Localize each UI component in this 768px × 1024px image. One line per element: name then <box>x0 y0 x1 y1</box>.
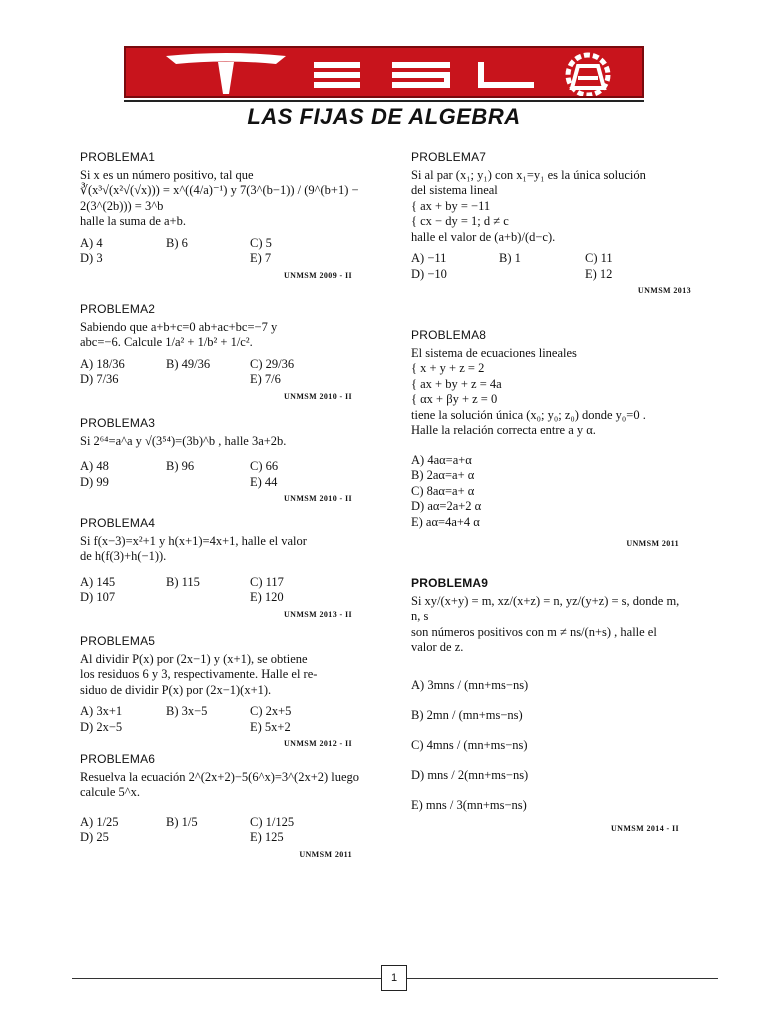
problem-heading: PROBLEMA4 <box>80 516 156 530</box>
option: D) 99 <box>80 474 109 489</box>
option: C) 66 <box>250 459 279 473</box>
option: A) 18/36 <box>80 356 125 371</box>
option: E) 120 <box>250 590 284 604</box>
option <box>166 590 250 606</box>
tesla-logo-banner <box>124 46 644 98</box>
option: D) 107 <box>80 590 116 604</box>
page-number: 1 <box>381 965 407 991</box>
source-label: UNMSM 2010 - II <box>284 391 352 401</box>
answer-options <box>80 459 370 490</box>
option: E) mns / 3(mn+ms−ns) <box>411 797 527 812</box>
answer-options <box>411 453 691 531</box>
source-label: UNMSM 2013 - II <box>284 609 352 619</box>
problem-heading: PROBLEMA5 <box>80 634 156 648</box>
option: B) 3x−5 <box>166 704 208 718</box>
option: E) aα=4a+4 α <box>411 514 480 529</box>
option: E) 5x+2 <box>250 719 291 734</box>
problem-heading: PROBLEMA1 <box>80 150 156 164</box>
option: E) 12 <box>585 266 613 281</box>
option: A) 4aα=a+α <box>411 452 472 467</box>
source-label: UNMSM 2014 - II <box>611 823 679 833</box>
page-title: LAS FIJAS DE ALGEBRA <box>247 104 521 129</box>
answer-options <box>411 670 691 820</box>
option: B) 1/5 <box>166 814 198 829</box>
option: D) mns / 2(mn+ms−ns) <box>411 767 529 782</box>
option: B) 6 <box>166 235 188 250</box>
answer-options <box>80 357 370 388</box>
option: D) 3 <box>80 251 103 265</box>
problem-7 <box>411 150 691 299</box>
problem-6 <box>80 752 370 862</box>
option: C) 2x+5 <box>250 704 292 718</box>
option <box>166 251 250 267</box>
option <box>499 267 585 283</box>
problem-heading: PROBLEMA3 <box>80 416 156 430</box>
answer-options <box>411 251 691 282</box>
problem-statement: Si f(x−3)=x²+1 y h(x+1)=4x+1, halle el valor de h(f(3)+h(−1)). <box>80 533 307 563</box>
problem-statement: Si x es un número positivo, tal que ∛(x³√(x²√(√x))) = x^((4/a)⁻¹) y 7(3^(b−1)) / (9^(b+1) − 2(3^(2b))) = 3^b halle la suma de a+b. <box>80 167 359 228</box>
option: B) 2aα=a+ α <box>411 468 475 482</box>
answer-options <box>80 704 370 735</box>
problem-9 <box>411 576 691 836</box>
problem-heading: PROBLEMA8 <box>411 328 487 342</box>
source-label: UNMSM 2013 <box>637 286 691 295</box>
option: E) 44 <box>250 474 278 489</box>
option: D) 7/36 <box>80 372 119 386</box>
problem-statement: El sistema de ecuaciones lineales { x + y + z = 2 { ax + by + z = 4a { αx + βy + z = 0 tiene la solución única (x₀; y₀; z₀) donde y₀=0 . Halle la relación correcta entre a y α. <box>411 345 646 437</box>
tesla-logo-icon <box>126 48 644 98</box>
problem-3 <box>80 416 370 507</box>
option: E) 125 <box>250 830 284 844</box>
problem-1 <box>80 150 370 283</box>
problem-heading: PROBLEMA2 <box>80 302 156 316</box>
option: E) 7 <box>250 251 272 265</box>
option <box>166 475 250 491</box>
problem-heading: PROBLEMA9 <box>411 576 489 590</box>
problem-heading: PROBLEMA7 <box>411 150 487 164</box>
option: A) 3x+1 <box>80 704 123 718</box>
option: D) aα=2a+2 α <box>411 499 482 513</box>
option: A) 48 <box>80 459 109 473</box>
source-label: UNMSM 2011 <box>626 539 679 548</box>
source-label: UNMSM 2012 - II <box>284 739 352 748</box>
problem-statement: Si 2⁶⁴=a^a y √(3⁵⁴)=(3b)^b , halle 3a+2b. <box>80 433 287 448</box>
option <box>166 720 250 736</box>
problem-statement: Si xy/(x+y) = m, xz/(x+z) = n, yz/(y+z) = s, donde m, n, s son números positivos con m ≠ ns/(n+s) , halle el valor de z. <box>411 593 680 654</box>
source-label: UNMSM 2010 - II <box>284 494 352 503</box>
option: A) −11 <box>411 251 447 265</box>
option: B) 115 <box>166 574 200 589</box>
option: C) 11 <box>585 251 613 265</box>
problem-8 <box>411 328 691 552</box>
option: D) 2x−5 <box>80 719 123 734</box>
option: A) 145 <box>80 574 116 589</box>
option: B) 2mn / (mn+ms−ns) <box>411 707 523 722</box>
option: A) 4 <box>80 235 103 250</box>
problem-4 <box>80 516 370 622</box>
problem-heading: PROBLEMA6 <box>80 752 156 766</box>
option: C) 5 <box>250 235 272 250</box>
option: B) 49/36 <box>166 356 211 371</box>
source-label: UNMSM 2011 <box>299 849 352 859</box>
option: D) −10 <box>411 266 447 281</box>
source-label: UNMSM 2009 - II <box>284 270 352 280</box>
option: C) 117 <box>250 574 284 589</box>
option: B) 1 <box>499 251 521 265</box>
problem-statement: Si al par (x₁; y₁) con x₁=y₁ es la única solución del sistema lineal { ax + by = −11 { cx − dy = 1; d ≠ c halle el valor de (a+b)/(d−c). <box>411 167 646 244</box>
problem-5 <box>80 634 370 752</box>
option <box>166 372 250 388</box>
option: C) 29/36 <box>250 356 295 371</box>
title-rule <box>124 100 644 102</box>
problem-statement: Resuelva la ecuación 2^(2x+2)−5(6^x)=3^(2x+2) luego calcule 5^x. <box>80 769 360 799</box>
option: A) 3mns / (mn+ms−ns) <box>411 677 529 692</box>
option: C) 8aα=a+ α <box>411 483 475 498</box>
option: C) 1/125 <box>250 814 295 829</box>
option <box>166 830 250 846</box>
problem-statement: Sabiendo que a+b+c=0 ab+ac+bc=−7 y abc=−6. Calcule 1/a² + 1/b² + 1/c². <box>80 319 278 349</box>
option: B) 96 <box>166 459 195 473</box>
problem-2 <box>80 302 370 404</box>
answer-options <box>80 236 370 267</box>
option: D) 25 <box>80 830 109 844</box>
answer-options <box>80 815 370 846</box>
problem-statement: Al dividir P(x) por (2x−1) y (x+1), se obtiene los residuos 6 y 3, respectivamente. Halle el re- siduo de dividir P(x) por (2x−1)(x+1). <box>80 651 318 697</box>
option: C) 4mns / (mn+ms−ns) <box>411 737 528 752</box>
option: E) 7/6 <box>250 372 281 386</box>
option: A) 1/25 <box>80 814 119 829</box>
answer-options <box>80 575 370 606</box>
